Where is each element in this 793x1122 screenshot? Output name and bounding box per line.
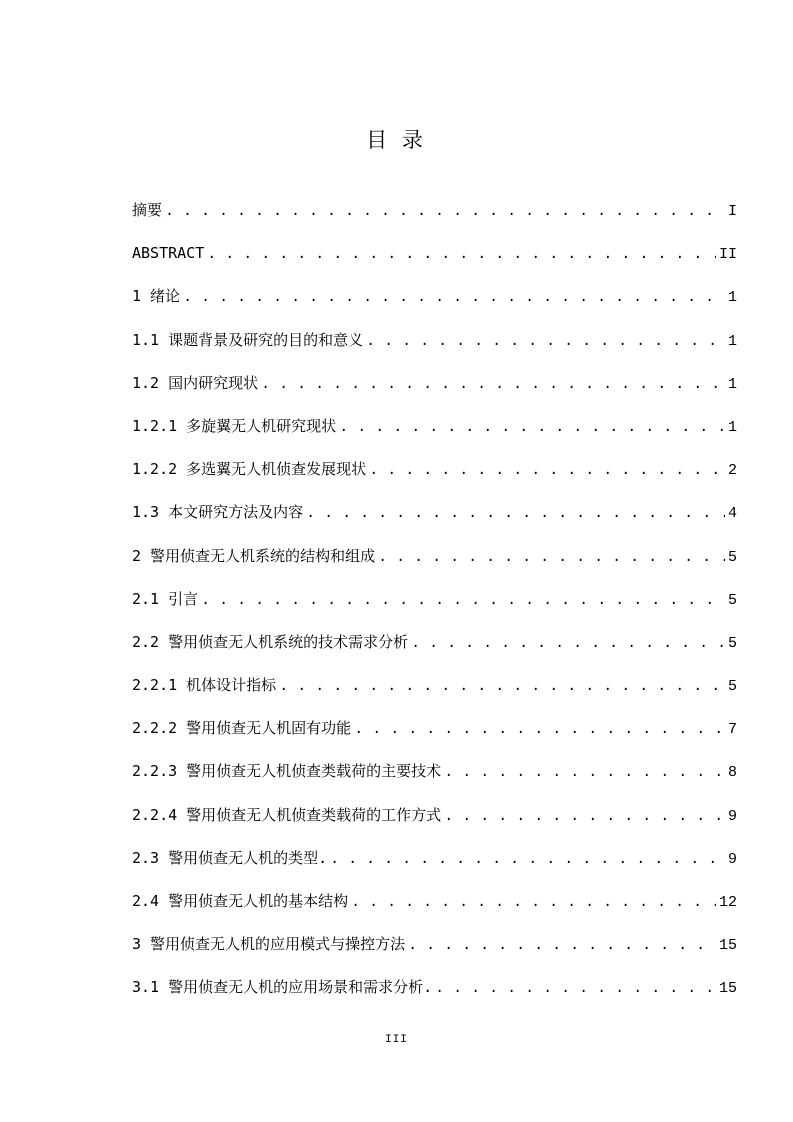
toc-entry-label: 2.2.2 警用侦查无人机固有功能 xyxy=(132,719,352,738)
toc-entry[interactable] xyxy=(132,284,737,327)
toc-leader-dots xyxy=(444,761,725,785)
toc-entry-label: ABSTRACT xyxy=(132,244,205,263)
toc-entry-label: 2.2 警用侦查无人机系统的技术需求分析 xyxy=(132,632,409,651)
toc-entry[interactable] xyxy=(132,371,737,414)
toc-entry-label: 2.3 警用侦查无人机的类型. xyxy=(132,848,328,867)
toc-entry-label: 2.4 警用侦查无人机的基本结构 xyxy=(132,892,349,910)
toc-list xyxy=(132,198,737,1019)
toc-entry-page: 9 xyxy=(727,850,737,868)
toc-entry-label: 1.2 国内研究现状 xyxy=(132,373,259,392)
toc-entry-page: 1 xyxy=(727,375,737,393)
toc-entry-page: 4 xyxy=(727,505,737,523)
toc-leader-dots xyxy=(306,502,725,526)
toc-leader-dots xyxy=(366,330,725,354)
toc-entry-label: 1 绪论 xyxy=(132,287,181,306)
toc-entry[interactable] xyxy=(132,846,737,889)
toc-entry[interactable] xyxy=(132,630,737,673)
toc-entry-page: 12 xyxy=(718,894,737,911)
toc-leader-dots xyxy=(435,977,716,1001)
toc-entry-label: 2.1 引言 xyxy=(132,589,199,608)
toc-entry-page: 7 xyxy=(727,721,737,739)
toc-leader-dots xyxy=(201,589,725,613)
toc-entry-label: 1.2.1 多旋翼无人机研究现状 xyxy=(132,416,337,435)
toc-entry[interactable] xyxy=(132,457,737,500)
toc-entry[interactable] xyxy=(132,803,737,846)
toc-leader-dots xyxy=(183,286,725,310)
toc-leader-dots xyxy=(444,805,725,829)
toc-leader-dots xyxy=(408,934,716,958)
toc-entry-page: I xyxy=(727,203,737,220)
toc-entry-label: 2 警用侦查无人机系统的结构和组成 xyxy=(132,546,376,565)
toc-entry-label: 3 警用侦查无人机的应用模式与操控方法 xyxy=(132,935,406,954)
toc-leader-dots xyxy=(330,848,725,872)
toc-leader-dots xyxy=(165,200,725,224)
toc-entry-page: 1 xyxy=(727,332,737,350)
toc-entry-label: 1.3 本文研究方法及内容 xyxy=(132,503,304,522)
toc-leader-dots xyxy=(261,373,725,397)
toc-entry[interactable] xyxy=(132,544,737,587)
toc-entry-page: 1 xyxy=(727,418,737,436)
toc-entry[interactable] xyxy=(132,932,737,975)
toc-entry-page: II xyxy=(718,246,737,264)
toc-entry[interactable] xyxy=(132,716,737,759)
toc-entry-page: 1 xyxy=(727,289,737,307)
toc-entry[interactable] xyxy=(132,241,737,284)
toc-entry[interactable] xyxy=(132,673,737,716)
toc-entry-page: 15 xyxy=(718,980,737,998)
toc-entry[interactable] xyxy=(132,975,737,1018)
toc-entry[interactable] xyxy=(132,500,737,543)
toc-entry[interactable] xyxy=(132,328,737,371)
toc-entry-label: 2.2.3 警用侦查无人机侦查类载荷的主要技术 xyxy=(132,762,442,781)
toc-entry-page: 5 xyxy=(727,548,737,566)
toc-leader-dots xyxy=(354,718,725,742)
toc-entry-page: 15 xyxy=(718,937,737,955)
toc-title: 目 录 xyxy=(366,128,427,152)
toc-entry[interactable] xyxy=(132,759,737,802)
toc-entry[interactable] xyxy=(132,414,737,457)
toc-entry-page: 8 xyxy=(727,764,737,782)
toc-entry-label: 3.1 警用侦查无人机的应用场景和需求分析. xyxy=(132,978,433,997)
toc-entry[interactable] xyxy=(132,889,737,932)
toc-entry-page: 2 xyxy=(727,462,737,480)
toc-entry[interactable] xyxy=(132,198,737,241)
toc-leader-dots xyxy=(351,891,716,915)
toc-entry-label: 1.1 课题背景及研究的目的和意义 xyxy=(132,330,364,349)
toc-entry-page: 5 xyxy=(727,678,737,696)
toc-entry-label: 摘要 xyxy=(132,201,163,219)
toc-entry-page: 9 xyxy=(727,807,737,825)
page-number-footer: III xyxy=(385,1034,408,1046)
toc-entry-label: 2.2.1 机体设计指标 xyxy=(132,676,277,695)
toc-entry[interactable] xyxy=(132,587,737,630)
toc-entry-label: 2.2.4 警用侦查无人机侦查类载荷的工作方式 xyxy=(132,805,442,824)
toc-leader-dots xyxy=(369,459,725,483)
toc-leader-dots xyxy=(207,243,716,267)
toc-leader-dots xyxy=(378,546,725,570)
toc-leader-dots xyxy=(411,632,725,656)
toc-entry-page: 5 xyxy=(727,634,737,652)
toc-leader-dots xyxy=(339,416,725,440)
toc-entry-label: 1.2.2 多选翼无人机侦查发展现状 xyxy=(132,460,367,479)
toc-entry-page: 5 xyxy=(727,591,737,609)
toc-leader-dots xyxy=(279,675,725,699)
